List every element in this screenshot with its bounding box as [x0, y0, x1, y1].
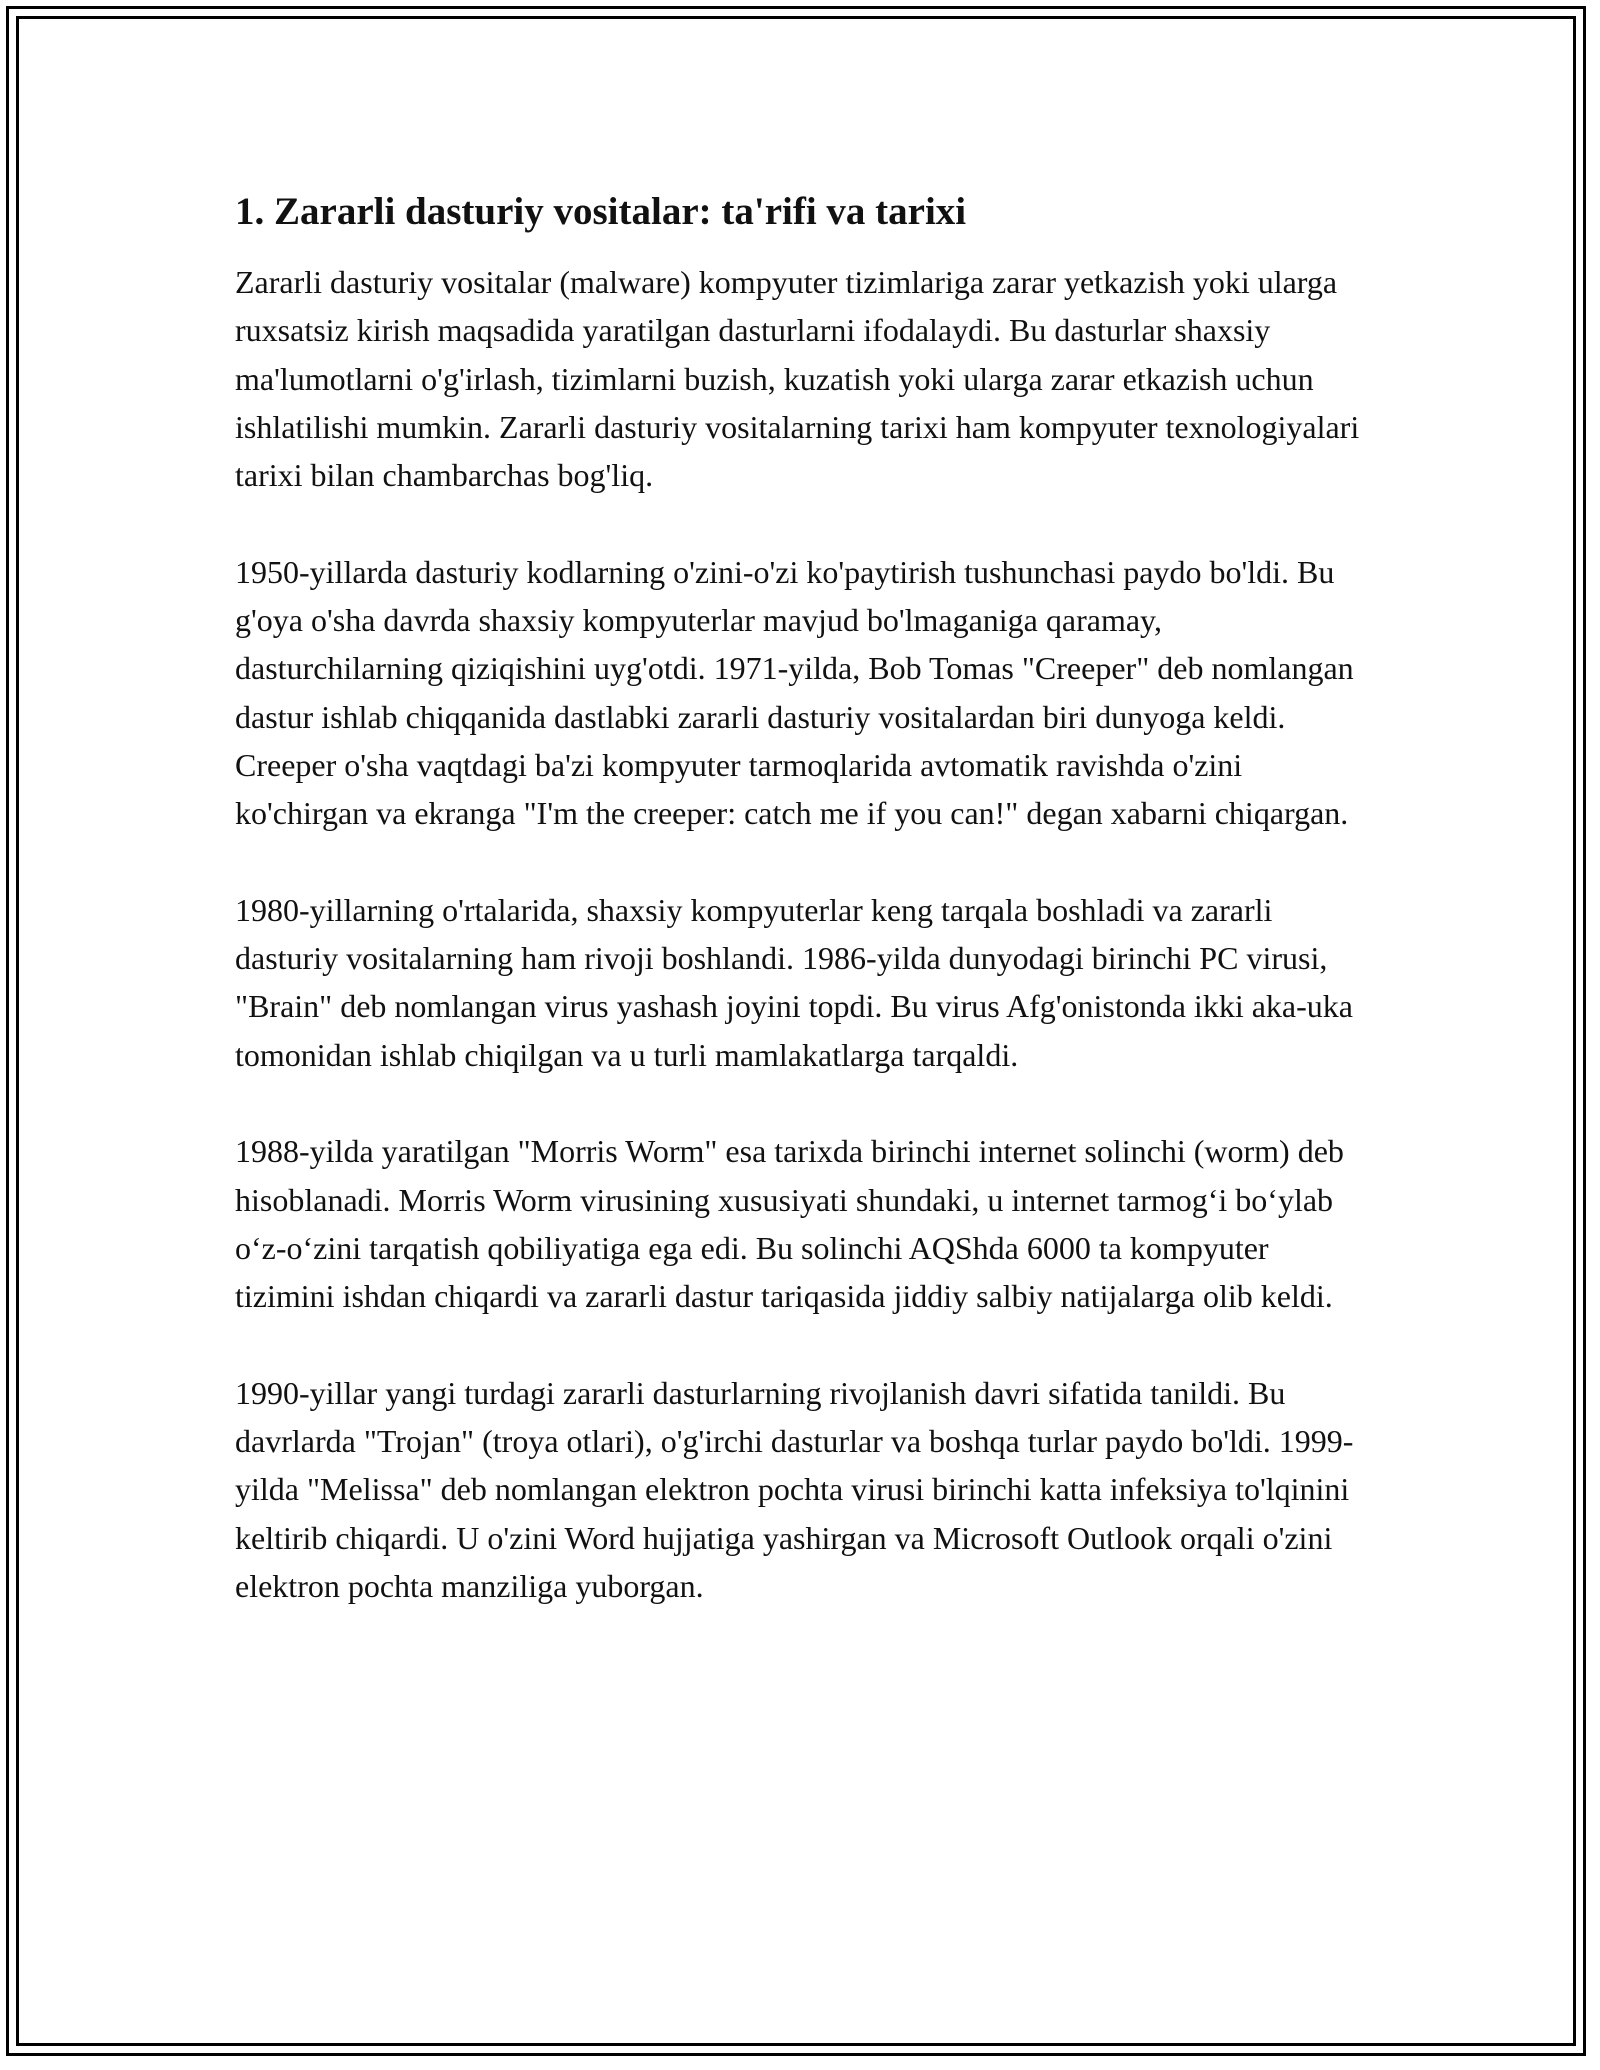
paragraph-1990s-melissa: 1990-yillar yangi turdagi zararli dasturlarning rivojlanish davri sifatida tanildi. Bu davrlarda "Trojan" (troya otlari), o'g'irchi dasturlar va boshqa turlar paydo bo'ldi. 1999-yilda "Melissa" deb nomlangan elektron pochta virusi birinchi katta infeksiya to'lqinini keltirib chiqardi. U o'zini Word hujjatiga yashirgan va Microsoft Outlook orqali o'zini elektron pochta manziliga yuborgan. — [235, 1374, 1354, 1605]
section-heading: 1. Zararli dasturiy vositalar: ta'rifi va tarixi — [235, 190, 967, 233]
paragraph-1950s-creeper: 1950-yillarda dasturiy kodlarning o'zini-o'zi ko'paytirish tushunchasi paydo bo'ldi. Bu g'oya o'sha davrda shaxsiy kompyuterlar mavjud bo'lmaganiga qaramay, dasturchilarning qiziqishini uyg'otdi. 1971-yilda, Bob Tomas "Creeper" deb nomlangan dastur ishlab chiqqanida dastlabki zararli dasturiy vositalardan biri dunyoga keldi. Creeper o'sha vaqtdagi ba'zi kompyuter tarmoqlarida avtomatik ravishda o'zini ko'chirgan va ekranga "I'm the creeper: catch me if you can!" degan xabarni chiqargan. — [235, 553, 1354, 832]
paragraph-1980s-brain: 1980-yillarning o'rtalarida, shaxsiy kompyuterlar keng tarqala boshladi va zararli dasturiy vositalarning ham rivoji boshlandi. 1986-yilda dunyodagi birinchi PC virusi, "Brain" deb nomlangan virus yashash joyini topdi. Bu virus Afg'onistonda ikki aka-uka tomonidan ishlab chiqilgan va u turli mamlakatlarga tarqaldi. — [235, 891, 1353, 1073]
document-body — [235, 186, 1365, 1610]
paragraph-1988-morris-worm: 1988-yilda yaratilgan "Morris Worm" esa tarixda birinchi internet solinchi (worm) deb hisoblanadi. Morris Worm virusining xususiyati shundaki, u internet tarmog‘i bo‘ylab o‘z-o‘zini tarqatish qobiliyatiga ega edi. Bu solinchi AQShda 6000 ta kompyuter tizimini ishdan chiqardi va zararli dastur tariqasida jiddiy salbiy natijalarga olib keldi. — [235, 1133, 1344, 1315]
paragraph-malware-definition: Zararli dasturiy vositalar (malware) kompyuter tizimlariga zarar yetkazish yoki ularga ruxsatsiz kirish maqsadida yaratilgan dasturlarni ifodalaydi. Bu dasturlar shaxsiy ma'lumotlarni o'g'irlash, tizimlarni buzish, kuzatish yoki ularga zarar etkazish uchun ishlatilishi mumkin. Zararli dasturiy vositalarning tarixi ham kompyuter texnologiyalari tarixi bilan chambarchas bog'liq. — [235, 264, 1360, 494]
